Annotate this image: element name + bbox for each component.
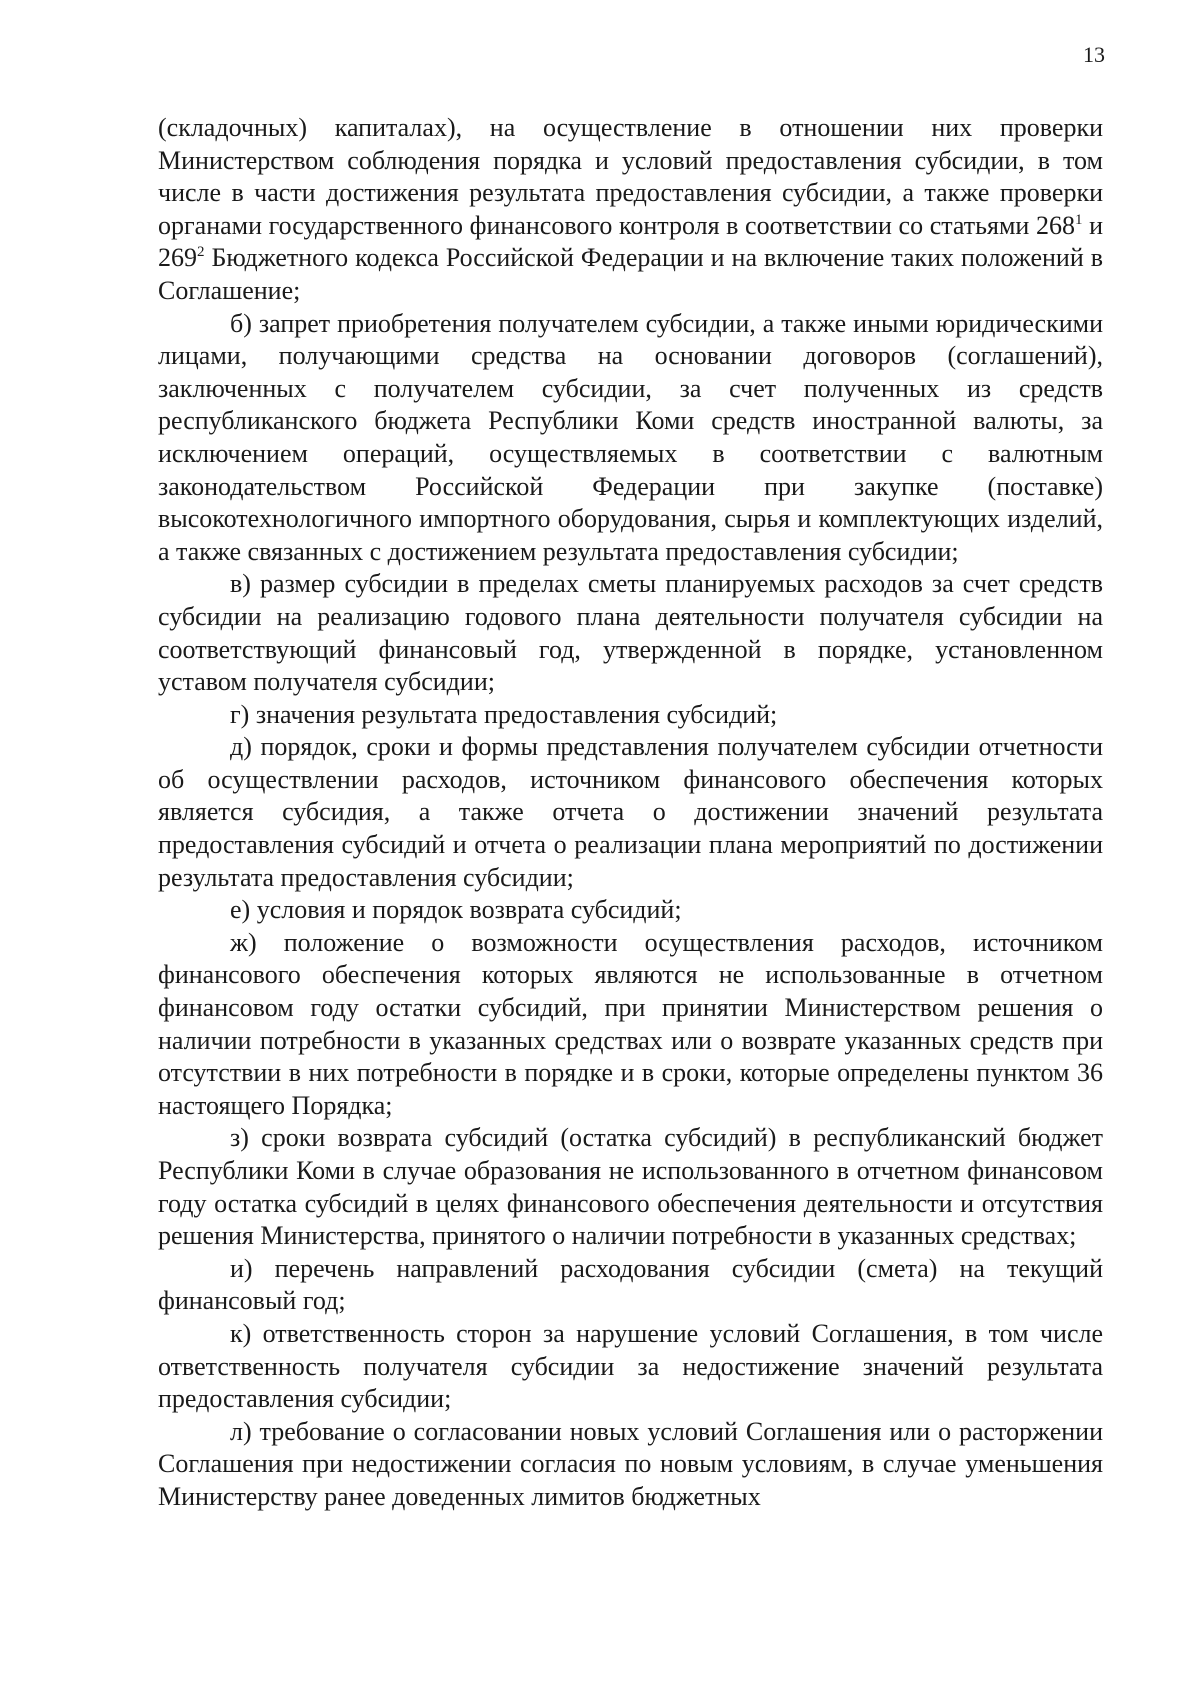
paragraph-text: (складочных) капиталах), на осуществление в отношении них проверки Министерством соблюдения порядка и условий предоставления субсидии, в том числе в части достижения результата предоставления субсидии, а также проверки органами государственного финансового контроля в соответствии со статьями 268 [158,113,1103,240]
paragraph-item-b: б) запрет приобретения получателем субсидии, а также иными юридическими лицами, получающими средства на основании договоров (соглашений), заключенных с получателем субсидии, за счет полученных из средств республиканского бюджета Республики Коми средств иностранной валюты, за исключением операций, осуществляемых в соответствии с валютным законодательством Российской Федерации при закупке (поставке) высокотехнологичного импортного оборудования, сырья и комплектующих изделий, а также связанных с достижением результата предоставления субсидии; [158,308,1103,566]
paragraph-item-zh: ж) положение о возможности осуществления расходов, источником финансового обеспечения которых являются не использованные в отчетном финансовом году остатки субсидий, при принятии Министерством решения о наличии потребности в указанных средствах или о возврате указанных средств при отсутствии в них потребности в порядке и в сроки, которые определены пунктом 36 настоящего Порядка; [158,927,1103,1120]
page-number: 13 [1083,42,1105,67]
paragraph-item-i: и) перечень направлений расходования субсидии (смета) на текущий финансовый год; [158,1253,1103,1316]
superscript-marker: 1 [1074,211,1083,228]
paragraph-item-k: к) ответственность сторон за нарушение условий Соглашения, в том числе ответственность получателя субсидии за недостижение значений результата предоставления субсидии; [158,1318,1103,1414]
paragraph-text: и 269 [158,210,1103,273]
paragraph-item-e: е) условия и порядок возврата субсидий; [230,895,682,925]
paragraph-continuation [158,112,1103,308]
paragraph-item-v: в) размер субсидии в пределах сметы планируемых расходов за счет средств субсидии на реализацию годового плана деятельности получателя субсидии на соответствующий финансовый год, утвержденной в порядке, установленном уставом получателя субсидии; [158,569,1103,697]
document-body [158,112,1103,1514]
paragraph-text: Бюджетного кодекса Российской Федерации и на включение таких положений в Соглашение; [158,243,1103,305]
paragraph-item-z: з) сроки возврата субсидий (остатка субсидий) в республиканский бюджет Республики Коми в случае образования не использованного в отчетном финансовом году остатка субсидий в целях финансового обеспечения деятельности и отсутствия решения Министерства, принятого о наличии потребности в указанных средствах; [158,1123,1103,1251]
superscript-marker: 2 [197,244,205,261]
paragraph-item-l: л) требование о согласовании новых условий Соглашения или о расторжении Соглашения при недостижении согласия по новым условиям, в случае уменьшения Министерству ранее доведенных лимитов бюджетных [158,1416,1103,1511]
paragraph-item-d: д) порядок, сроки и формы представления получателем субсидии отчетности об осуществлении расходов, источником финансового обеспечения которых является субсидия, а также отчета о достижении значений результата предоставления субсидий и отчета о реализации плана мероприятий по достижении результата предоставления субсидии; [158,732,1103,892]
paragraph-item-g: г) значения результата предоставления субсидий; [230,699,778,729]
